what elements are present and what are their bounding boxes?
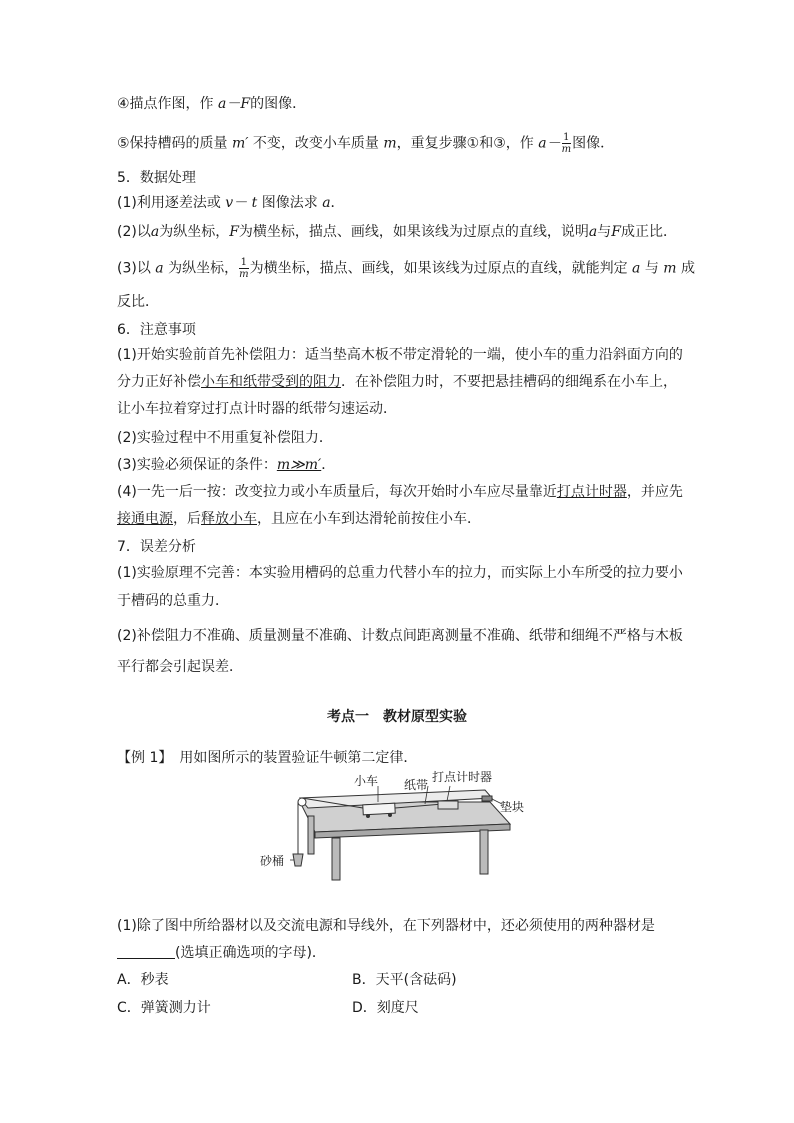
dp2-c: 为横坐标，描点、画线，如果该线为过原点的直线，说明	[238, 224, 589, 240]
n1-l2-a: 分力正好补偿	[117, 374, 201, 390]
dp1-text: (1)利用逐差法或	[117, 195, 226, 211]
dp1-var: v－ t	[225, 195, 258, 211]
answer-blank[interactable]	[117, 944, 175, 959]
note-2: (2)实验过程中不用重复补偿阻力．	[117, 430, 333, 446]
error-2-line-2: 平行都会引起误差．	[117, 659, 243, 675]
step-5-text: ⑤保持槽码的质量	[117, 135, 233, 152]
step-5-suffix: 图像．	[572, 135, 615, 152]
dp2-v3: a	[588, 224, 598, 240]
dp3-v3: m	[663, 260, 677, 277]
dp3-v2: a	[632, 260, 641, 277]
n3-condition: m≫m′	[276, 457, 322, 473]
n4-l2-underline-2: 释放小车	[201, 511, 257, 527]
n4-l1-underline: 打点计时器	[556, 484, 627, 500]
error-1-line-2: 于槽码的总重力．	[117, 593, 229, 609]
n4-l2-a: ，后	[173, 511, 201, 527]
error-analysis-heading: 7．误差分析	[117, 539, 196, 555]
step-5	[117, 132, 614, 155]
option-d: D．刻度尺	[352, 1000, 419, 1016]
label-cart: 小车	[354, 774, 379, 788]
n4-l1-a: (4)一先一后一按：改变拉力或小车质量后，每次开始时小车应尽量靠近	[117, 484, 557, 500]
fraction-numerator: 1	[240, 257, 248, 268]
label-bucket: 砂桶	[260, 854, 285, 868]
step-5-fraction	[562, 132, 571, 155]
dp3-v1: a	[155, 260, 164, 277]
note-1-line-2	[117, 372, 677, 392]
dp1-var2: a	[322, 195, 331, 211]
example-label: 【例 1】	[117, 750, 166, 766]
data-processing-heading: 5．数据处理	[117, 170, 196, 186]
step-5-var3: a－	[538, 135, 561, 152]
step-5-mid: 不变，改变小车质量	[248, 135, 384, 152]
n1-l2-underline: 小车和纸带受到的阻力	[201, 374, 341, 390]
dp3-a: (3)以	[117, 260, 156, 277]
step-4	[117, 94, 306, 114]
dp2-v4: F	[611, 224, 621, 240]
dp3-b: 为纵坐标，	[163, 260, 239, 277]
label-tape: 纸带	[404, 778, 429, 792]
n4-l2-underline-1: 接通电源	[117, 511, 173, 527]
note-4-line-2	[117, 509, 481, 529]
data-processing-item-3	[117, 257, 695, 280]
n3-b: ．	[321, 457, 336, 473]
note-1-line-3: 让小车拉着穿过打点计时器的纸带匀速运动．	[117, 401, 397, 417]
option-b: B．天平(含砝码)	[352, 972, 457, 988]
fraction-denominator: m	[561, 144, 572, 155]
question-1-line-2	[117, 943, 326, 963]
question-1-line-1: (1)除了图中所给器材以及交流电源和导线外，在下列器材中，还必须使用的两种器材是	[117, 918, 655, 934]
label-block: 垫块	[500, 800, 525, 814]
dp2-b: 为纵坐标，	[159, 224, 230, 240]
step-5-mid2: ，重复步骤①和③，作	[396, 135, 539, 152]
error-1-line-1: (1)实验原理不完善：本实验用槽码的总重力代替小车的拉力，而实际上小车所受的拉力要小	[117, 565, 683, 581]
fraction-numerator: 1	[563, 132, 570, 143]
n4-l2-b: ，且应在小车到达滑轮前按住小车．	[257, 511, 481, 527]
data-processing-item-1	[117, 193, 345, 213]
note-1-line-1: (1)开始实验前首先补偿阻力：适当垫高木板不带定滑轮的一端，使小车的重力沿斜面方向的	[117, 347, 683, 363]
apparatus-figure	[260, 770, 525, 882]
error-2-line-1: (2)补偿阻力不准确、质量测量不准确、计数点间距离测量不准确、纸带和细绳不严格与木板	[117, 628, 683, 644]
dp3-c: 为横坐标，描点、画线，如果该线为过原点的直线，就能判定	[249, 260, 633, 277]
dp1-suffix: ．	[330, 195, 345, 211]
dp3-d: 与	[640, 260, 664, 277]
notes-heading: 6．注意事项	[117, 322, 196, 338]
example-1	[117, 748, 417, 768]
label-timer: 打点计时器	[432, 770, 493, 784]
option-a: A．秒表	[117, 972, 169, 988]
dp3-fraction	[239, 257, 248, 280]
note-3	[117, 455, 335, 475]
section-title: 考点一 教材原型实验	[327, 709, 467, 725]
data-processing-item-3-line-2: 反比．	[117, 294, 159, 310]
dp2-v1: a	[150, 224, 160, 240]
dp1-mid: 图像法求	[257, 195, 323, 211]
step-4-suffix: 的图像．	[250, 96, 307, 112]
option-c: C．弹簧测力计	[117, 1000, 211, 1016]
n3-a: (3)实验必须保证的条件：	[117, 457, 277, 473]
dp2-e: 成正比．	[621, 224, 677, 240]
step-4-text: ④描点作图，作	[117, 96, 219, 112]
apparatus-diagram	[260, 772, 520, 882]
data-processing-item-2	[117, 222, 677, 242]
q1-l2-text: (选填正确选项的字母)．	[175, 945, 326, 961]
n1-l2-b: ．在补偿阻力时，不要把悬挂槽码的细绳系在小车上，	[341, 374, 677, 390]
dp2-v2: F	[229, 224, 239, 240]
example-text: 用如图所示的装置验证牛顿第二定律．	[165, 750, 418, 766]
dp3-e: 成	[676, 260, 696, 277]
n4-l1-b: ，并应先	[626, 484, 683, 500]
dp2-d: 与	[597, 224, 612, 240]
step-4-var: a－F	[218, 96, 251, 112]
dp2-a: (2)以	[117, 224, 151, 240]
step-5-var1: m′	[232, 135, 249, 152]
fraction-denominator: m	[239, 269, 249, 280]
note-4-line-1	[117, 482, 683, 502]
step-5-var2: m	[383, 135, 397, 152]
